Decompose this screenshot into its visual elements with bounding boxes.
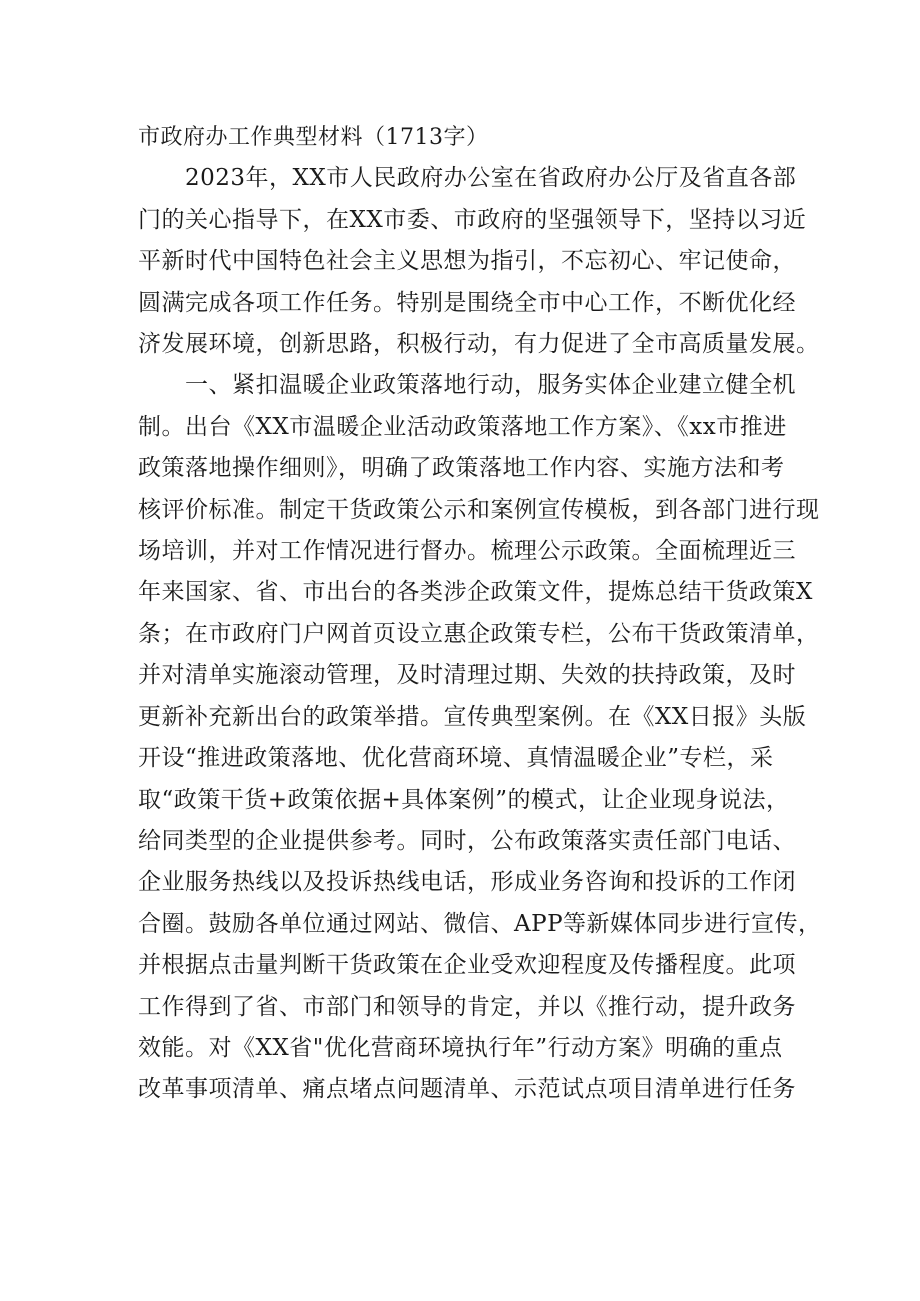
text-line: 核评价标准。制定干货政策公示和案例宣传模板，到各部门进行现: [138, 496, 820, 523]
text-line: 济发展环境，创新思路，积极行动，有力促进了全市高质量发展。: [138, 331, 820, 358]
text-line: 企业服务热线以及投诉热线电话，形成业务咨询和投诉的工作闭: [138, 869, 796, 896]
text-line: 平新时代中国特色社会主义思想为指引，不忘初心、牢记使命，: [138, 248, 796, 275]
text-line: 圆满完成各项工作任务。特别是围绕全市中心工作，不断优化经: [138, 289, 796, 316]
paragraph-section-one: [138, 365, 822, 1110]
text-line: 改革事项清单、痛点堵点问题清单、示范试点项目清单进行任务: [138, 1076, 796, 1103]
text-line: 效能。对《XX省"优化营商环境执行年”行动方案》明确的重点: [138, 1034, 783, 1061]
text-line: 更新补充新出台的政策举措。宣传典型案例。在《XX日报》头版: [138, 703, 807, 730]
text-line: 年来国家、省、市出台的各类涉企政策文件，提炼总结干货政策X: [138, 579, 813, 606]
text-line: 取“政策干货+政策依据+具体案例”的模式，让企业现身说法，: [138, 786, 790, 813]
text-line: 场培训，并对工作情况进行督办。梳理公示政策。全面梳理近三: [138, 538, 796, 565]
text-line: 一、紧扣温暖企业政策落地行动，服务实体企业建立健全机: [138, 372, 796, 399]
text-line: 工作得到了省、市部门和领导的肯定，并以《推行动，提升政务: [138, 993, 796, 1020]
text-line: 给同类型的企业提供参考。同时，公布政策落实责任部门电话、: [138, 827, 796, 854]
text-line: 2023年，XX市人民政府办公室在省政府办公厅及省直各部: [138, 165, 797, 192]
text-line: 制。出台《XX市温暖企业活动政策落地工作方案》、《xx市推进: [138, 413, 787, 440]
document-title: 市政府办工作典型材料（1713字）: [138, 125, 489, 150]
text-line: 开设“推进政策落地、优化营商环境、真情温暖企业”专栏，采: [138, 745, 774, 772]
text-line: 条；在市政府门户网首页设立惠企政策专栏，公布干货政策清单，: [138, 620, 820, 647]
document-body: [138, 117, 822, 1111]
text-line: 政策落地操作细则》，明确了政策落地工作内容、实施方法和考: [138, 455, 785, 482]
text-line: 并对清单实施滚动管理，及时清理过期、失效的扶持政策，及时: [138, 662, 796, 689]
paragraph-intro: [138, 158, 820, 365]
text-line: 并根据点击量判断干货政策在企业受欢迎程度及传播程度。此项: [138, 952, 796, 979]
text-line: 合圈。鼓励各单位通过网站、微信、APP等新媒体同步进行宣传，: [138, 910, 822, 937]
text-line: 门的关心指导下，在XX市委、市政府的坚强领导下，坚持以习近: [138, 206, 807, 233]
